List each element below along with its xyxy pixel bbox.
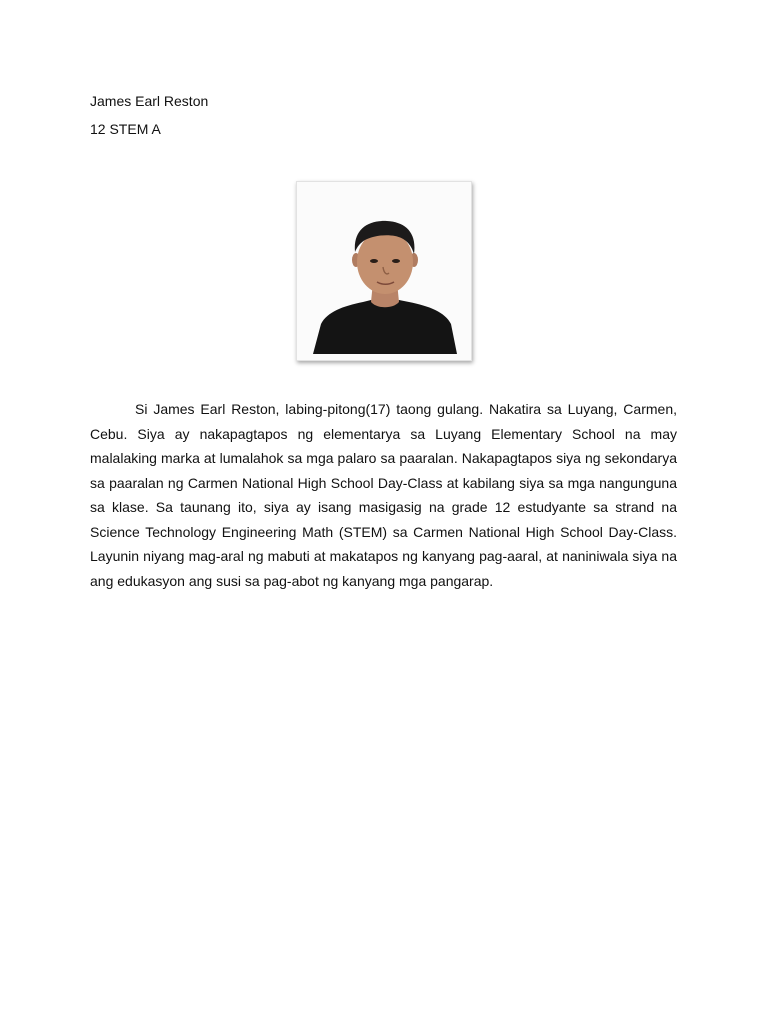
portrait-photo (296, 181, 472, 361)
portrait-icon (297, 182, 472, 361)
bio-paragraph: Si James Earl Reston, labing-pitong(17) taong gulang. Nakatira sa Luyang, Carmen, Cebu. Siya ay nakapagtapos ng elementarya sa Luyang Elementary School na may malalaking marka at lumalahok sa mga palaro sa paaralan. Nakapagtapos siya ng sekondarya sa paaralan ng Carmen National High School Day-Class at kabilang siya sa mga nangunguna sa klase. Sa taunang ito, siya ay isang masigasig na grade 12 estudyante sa strand na Science Technology Engineering Math (STEM) sa Carmen National High School Day-Class. Layunin niyang mag-aral ng mabuti at makatapos ng kanyang pag-aaral, at naniniwala siya na ang edukasyon ang susi sa pag-abot ng kanyang mga pangarap. (90, 401, 677, 589)
author-name: James Earl Reston (90, 93, 209, 109)
class-section: 12 STEM A (90, 121, 161, 137)
